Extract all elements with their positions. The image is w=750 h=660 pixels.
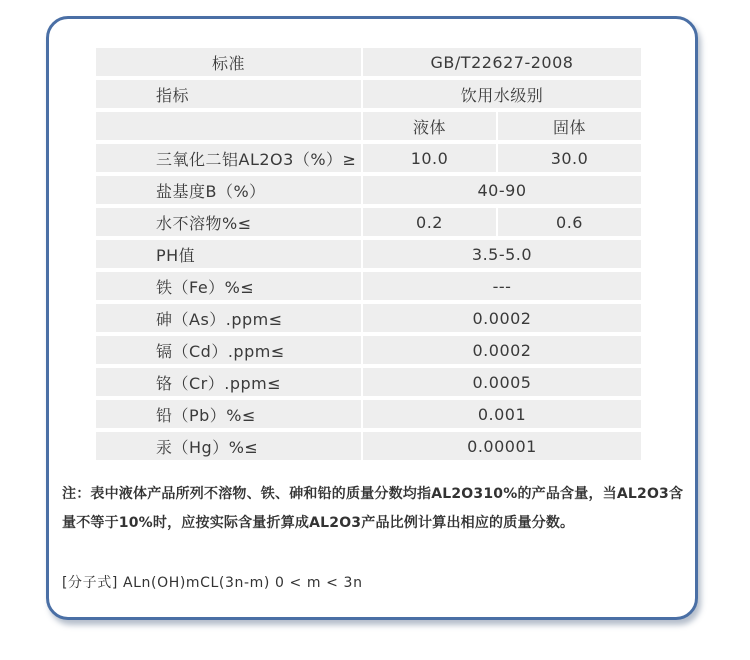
spec-table <box>96 44 641 464</box>
row-value: 0.0002 <box>361 304 641 332</box>
table-row <box>96 208 641 236</box>
row-label: 三氧化二铝AL2O3（%）≥ <box>96 144 361 172</box>
table-row <box>96 400 641 428</box>
molecular-formula: [分子式] ALn(OH)mCL(3n-m) 0 < m < 3n <box>62 575 363 591</box>
row-solid-value: 0.6 <box>496 208 641 236</box>
row-value: 3.5-5.0 <box>361 240 641 268</box>
type-solid: 固体 <box>496 112 641 140</box>
table-row-standard <box>96 48 641 76</box>
row-value: 0.00001 <box>361 432 641 460</box>
row-value: --- <box>361 272 641 300</box>
table-row-indicator <box>96 80 641 108</box>
indicator-label: 指标 <box>96 80 361 108</box>
row-label: 水不溶物%≤ <box>96 208 361 236</box>
table-row <box>96 368 641 396</box>
standard-value: GB/T22627-2008 <box>361 48 641 76</box>
row-value: 40-90 <box>361 176 641 204</box>
row-label: 汞（Hg）%≤ <box>96 432 361 460</box>
type-empty-cell <box>96 112 361 140</box>
table-row <box>96 176 641 204</box>
table-row <box>96 432 641 460</box>
row-liquid-value: 10.0 <box>361 144 496 172</box>
row-label: 铬（Cr）.ppm≤ <box>96 368 361 396</box>
row-label: 砷（As）.ppm≤ <box>96 304 361 332</box>
table-row <box>96 240 641 268</box>
footnote: 注：表中液体产品所列不溶物、铁、砷和铅的质量分数均指AL2O310%的产品含量，当AL2O3含量不等于10%时，应按实际含量折算成AL2O3产品比例计算出相应的质量分数。 <box>62 486 684 531</box>
table-row <box>96 336 641 364</box>
row-label: 铅（Pb）%≤ <box>96 400 361 428</box>
indicator-value: 饮用水级别 <box>361 80 641 108</box>
table-row <box>96 304 641 332</box>
row-value: 0.0002 <box>361 336 641 364</box>
row-value: 0.001 <box>361 400 641 428</box>
table-row-type <box>96 112 641 140</box>
row-label: 镉（Cd）.ppm≤ <box>96 336 361 364</box>
row-liquid-value: 0.2 <box>361 208 496 236</box>
row-value: 0.0005 <box>361 368 641 396</box>
row-label: 铁（Fe）%≤ <box>96 272 361 300</box>
table-row <box>96 272 641 300</box>
row-label: PH值 <box>96 240 361 268</box>
row-label: 盐基度B（%） <box>96 176 361 204</box>
row-solid-value: 30.0 <box>496 144 641 172</box>
table-row <box>96 144 641 172</box>
type-liquid: 液体 <box>361 112 496 140</box>
standard-label: 标准 <box>96 48 361 76</box>
